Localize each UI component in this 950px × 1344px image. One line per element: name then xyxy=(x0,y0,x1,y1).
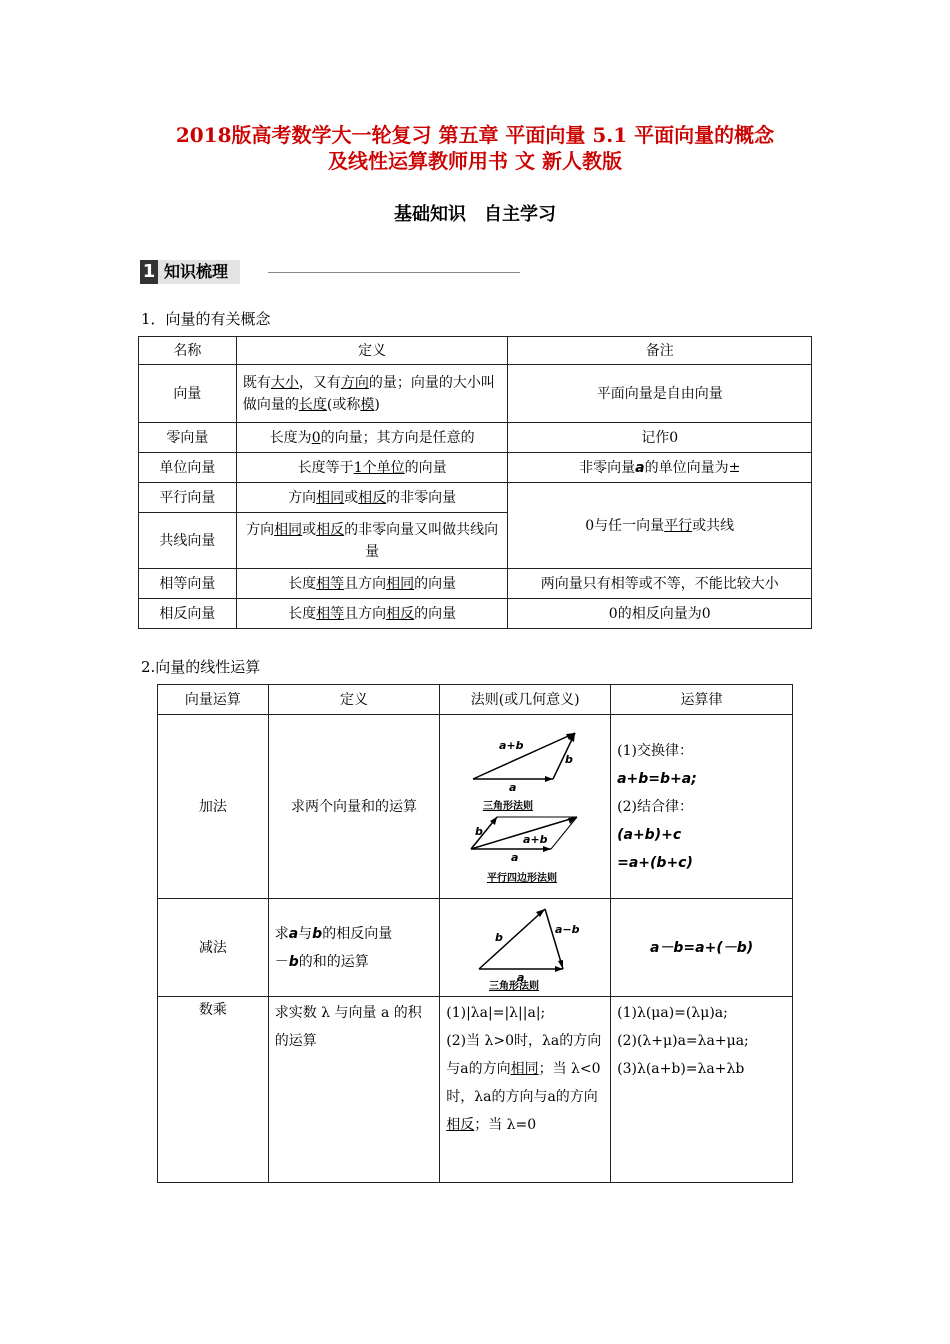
doc-title-line1: 2018版高考数学大一轮复习 第五章 平面向量 5.1 平面向量的概念 xyxy=(175,123,775,147)
table-row xyxy=(139,365,812,423)
law-formula: (a+b)+c xyxy=(617,826,682,843)
table-row xyxy=(139,483,812,513)
note-cell: 平面向量是自由向量 xyxy=(508,365,812,423)
definition-cell: 长度相等且方向相同的向量 xyxy=(236,569,508,599)
definition-cell: 长度为0的向量；其方向是任意的 xyxy=(236,423,508,453)
header-cell: 法则(或几何意义) xyxy=(440,685,611,715)
table-header-row xyxy=(158,685,793,715)
label-b: b xyxy=(565,752,574,766)
label-a-minus-b: a−b xyxy=(555,922,580,936)
header-cell: 定义 xyxy=(236,337,508,365)
table-row xyxy=(139,423,812,453)
label-a: a xyxy=(511,850,519,864)
table-row xyxy=(158,997,793,1183)
law-text: (1)交换律： xyxy=(617,742,693,759)
header-cell: 名称 xyxy=(139,337,237,365)
label-a: a xyxy=(517,970,525,984)
op-definition-cell: 求两个向量和的运算 xyxy=(268,715,440,899)
op-law-cell xyxy=(611,715,793,899)
subtraction-triangle-figure xyxy=(465,905,585,991)
table-row xyxy=(139,569,812,599)
term-cell: 单位向量 xyxy=(139,453,237,483)
definition-cell: 方向相同或相反的非零向量又叫做共线向量 xyxy=(236,513,508,569)
note-cell: 0的相反向量为0 xyxy=(508,599,812,629)
label-b: b xyxy=(475,824,484,838)
term-cell: 相等向量 xyxy=(139,569,237,599)
op-definition-cell: 求实数 λ 与向量 a 的积的运算 xyxy=(268,997,440,1183)
header-cell: 向量运算 xyxy=(158,685,269,715)
op-law-cell: a－b=a+(－b) xyxy=(611,899,793,997)
parallelogram-rule-figure xyxy=(465,813,585,887)
definition-cell: 方向相同或相反的非零向量 xyxy=(236,483,508,513)
table-row xyxy=(139,599,812,629)
header-cell: 运算律 xyxy=(611,685,793,715)
section-subtitle: 基础知识 自主学习 xyxy=(394,204,556,225)
section-divider xyxy=(268,272,520,273)
term-cell: 零向量 xyxy=(139,423,237,453)
doc-title-line2: 及线性运算教师用书 文 新人教版 xyxy=(328,149,622,173)
term-cell: 平行向量 xyxy=(139,483,237,513)
part1-heading: 1．向量的有关概念 xyxy=(141,310,271,328)
note-cell: 非零向量a的单位向量为± xyxy=(508,453,812,483)
law-text: (2)结合律： xyxy=(617,798,693,815)
term-cell: 向量 xyxy=(139,365,237,423)
note-cell: 两向量只有相等或不等，不能比较大小 xyxy=(508,569,812,599)
op-name-cell: 数乘 xyxy=(158,997,269,1183)
section-label: 知识梳理 xyxy=(158,260,240,284)
term-cell: 相反向量 xyxy=(139,599,237,629)
term-cell: 共线向量 xyxy=(139,513,237,569)
label-b: b xyxy=(495,930,504,944)
op-name-cell: 加法 xyxy=(158,715,269,899)
label-a: a xyxy=(509,780,517,794)
op-rule-cell: (1)|λa|=|λ||a|; (2)当 λ>0时，λa的方向与a的方向相同；当 λ<0时，λa的方向与a的方向相反；当 λ=0 xyxy=(440,997,611,1183)
triangle-rule-caption: 三角形法则 xyxy=(483,800,534,812)
law-formula: =a+(b+c) xyxy=(617,854,693,871)
op-rule-cell xyxy=(440,899,611,997)
table-row xyxy=(158,899,793,997)
label-a-plus-b: a+b xyxy=(523,832,548,846)
table-row xyxy=(139,453,812,483)
section-number: 1 xyxy=(140,260,158,284)
parallelogram-rule-caption: 平行四边形法则 xyxy=(487,872,558,884)
op-definition-cell: 求a与b的相反向量 －b的和的运算 xyxy=(268,899,440,997)
definition-cell: 长度相等且方向相反的向量 xyxy=(236,599,508,629)
law-formula: a+b=b+a; xyxy=(617,770,697,787)
label-a-plus-b: a+b xyxy=(499,738,524,752)
concepts-table xyxy=(138,336,812,629)
header-cell: 备注 xyxy=(508,337,812,365)
definition-cell: 既有大小，又有方向的量；向量的大小叫做向量的长度(或称模) xyxy=(236,365,508,423)
note-cell: 记作0 xyxy=(508,423,812,453)
definition-cell: 长度等于1个单位的向量 xyxy=(236,453,508,483)
subtraction-rule-caption: 三角形法则 xyxy=(489,980,540,991)
table-header-row xyxy=(139,337,812,365)
section-badge xyxy=(140,260,240,284)
operations-table xyxy=(157,684,793,1183)
triangle-rule-figure xyxy=(465,727,585,813)
note-cell: 0与任一向量平行或共线 xyxy=(508,483,812,569)
op-law-cell: (1)λ(μa)=(λμ)a; (2)(λ+μ)a=λa+μa; (3)λ(a+b)=λa+λb xyxy=(611,997,793,1183)
table-row xyxy=(158,715,793,899)
part2-heading: 2.向量的线性运算 xyxy=(141,658,261,676)
op-name-cell: 减法 xyxy=(158,899,269,997)
op-rule-cell xyxy=(440,715,611,899)
header-cell: 定义 xyxy=(268,685,440,715)
